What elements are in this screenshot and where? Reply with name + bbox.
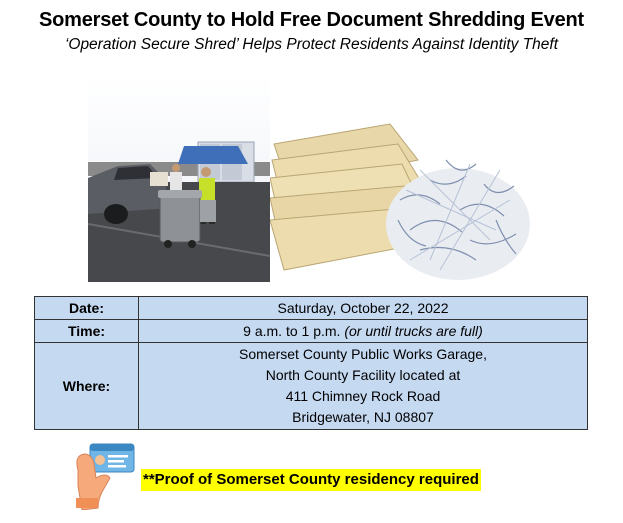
time-label: Time: [35, 320, 139, 343]
date-label: Date: [35, 297, 139, 320]
address-line: North County Facility located at [265, 367, 461, 383]
hand-holding-id-card-icon [68, 440, 138, 510]
where-row [35, 343, 588, 430]
file-folders-and-shredded-paper-photo [270, 120, 532, 282]
time-note: (or until trucks are full) [344, 323, 483, 339]
event-details-table [34, 296, 588, 430]
address-line: 411 Chimney Rock Road [285, 388, 441, 404]
date-value: Saturday, October 22, 2022 [139, 297, 588, 320]
address-line: Somerset County Public Works Garage, [239, 346, 487, 362]
residency-proof-notice: **Proof of Somerset County residency required [141, 469, 481, 491]
where-address [139, 343, 588, 430]
time-value: 9 a.m. to 1 p.m. [243, 323, 341, 339]
page-subtitle: ‘Operation Secure Shred’ Helps Protect Residents Against Identity Theft [64, 36, 559, 53]
workers-unloading-car-photo [88, 74, 270, 282]
address-line: Bridgewater, NJ 08807 [292, 409, 434, 425]
page-title: Somerset County to Hold Free Document Shredding Event [38, 9, 584, 31]
where-label: Where: [35, 343, 139, 430]
time-row [35, 320, 588, 343]
date-row [35, 297, 588, 320]
time-cell [139, 320, 588, 343]
